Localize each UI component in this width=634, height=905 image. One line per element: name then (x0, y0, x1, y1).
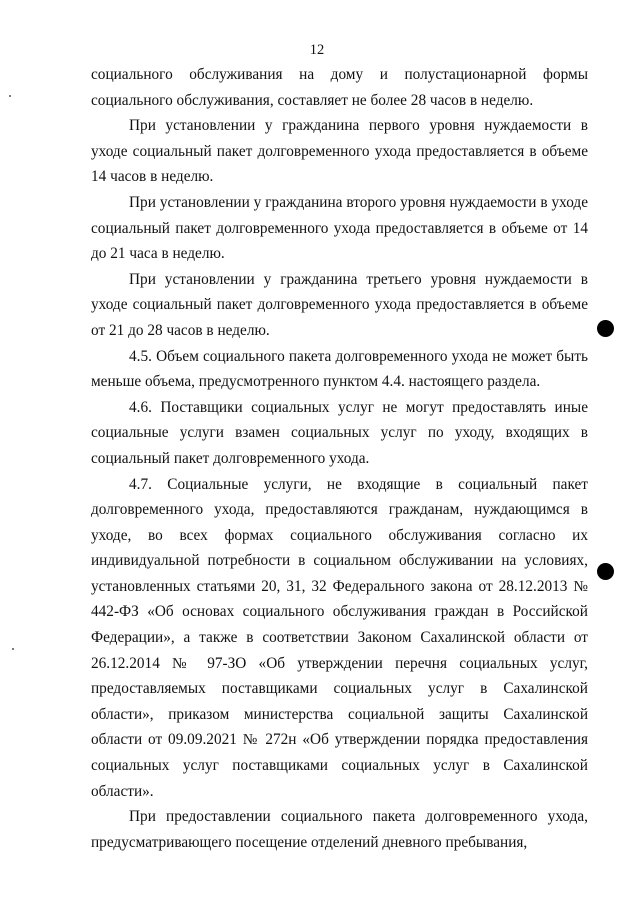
paragraph-4-5: 4.5. Объем социального пакета долговременного ухода не может быть меньше объема, предусмотренного пунктом 4.4. настоящего раздела. (91, 347, 588, 391)
scan-speck (9, 95, 11, 97)
punch-hole-mark (597, 563, 614, 580)
paragraph-final: При предоставлении социального пакета долговременного ухода, предусматривающего посещение отделений дневного пребывания, (91, 808, 588, 851)
paragraph-first-level: При установлении у гражданина первого уровня нуждаемости в уходе социальный пакет долговременного ухода предоставляется в объеме 14 часов в неделю. (91, 117, 588, 186)
paragraph-second-level: При установлении у гражданина второго уровня нуждаемости в уходе социальный пакет долговременного ухода предоставляется в объеме от 14 до 21 часа в неделю. (91, 193, 588, 263)
punch-hole-mark (597, 320, 614, 337)
paragraph-4-6: 4.6. Поставщики социальных услуг не могут предоставлять иные социальные услуги взамен социальных услуг по уходу, входящих в социальный пакет долговременного ухода. (91, 398, 588, 467)
page-number: 12 (309, 42, 325, 58)
paragraph-4-7: 4.7. Социальные услуги, не входящие в социальный пакет долговременного ухода, предоставляются гражданам, нуждающимся в уходе, во всех формах социального обслуживания согласно их индивидуальной потребности в социальном обслуживании на условиях, установленных статьями 20, 31, 32 Федерального закона от 28.12.2013 № 442-ФЗ «Об основах социального обслуживания граждан в Российской Федерации», а также в соответствии Законом Сахалинской области от 26.12.2014 № 97-ЗО «Об утверждении перечня социальных услуг, предоставляемых поставщиками социальных услуг в Сахалинской области», приказом министерства социальной защиты Сахалинской области от 09.09.2021 № 272н «Об утверждении порядка предоставления социальных услуг поставщиками социальных услуг в Сахалинской области». (91, 475, 588, 800)
paragraph-continuation: социального обслуживания на дому и полустационарной формы социального обслуживания, составляет не более 28 часов в неделю. (91, 66, 588, 109)
paragraph-third-level: При установлении у гражданина третьего уровня нуждаемости в уходе социальный пакет долговременного ухода предоставляется в объеме от 21 до 28 часов в неделю. (91, 270, 588, 339)
scan-speck (12, 648, 14, 650)
document-body (91, 62, 588, 855)
